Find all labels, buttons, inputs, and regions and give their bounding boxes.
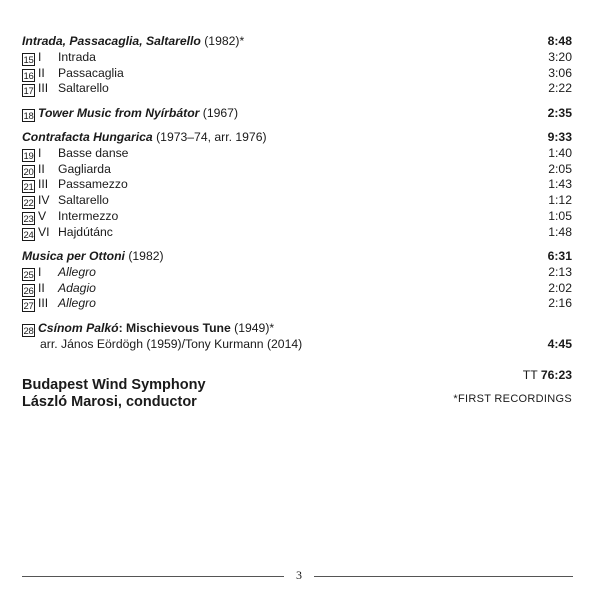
movement-name: Saltarello <box>58 193 109 208</box>
track-number-box: 18 <box>23 110 34 122</box>
movement-numeral: IV <box>38 193 50 208</box>
track-number-box: 22 <box>23 198 34 210</box>
movement-row <box>22 281 572 297</box>
work-title: Intrada, Passacaglia, Saltarello <box>22 34 201 48</box>
movement-duration: 2:02 <box>548 280 572 295</box>
total-label: TT <box>522 368 541 382</box>
track-number-box: 20 <box>23 166 34 178</box>
work-year: (1967) <box>199 105 239 120</box>
track-number-box: 23 <box>23 213 34 225</box>
track-number-box: 16 <box>23 70 34 82</box>
work-year: (1982)* <box>200 34 245 48</box>
movement-numeral: I <box>38 49 42 64</box>
movement-numeral: III <box>38 177 49 192</box>
movement-row <box>22 66 572 82</box>
total-time <box>523 368 572 382</box>
movement-name: Intrada <box>58 49 96 64</box>
movement-name: Hajdútánc <box>58 224 113 239</box>
work-title-italic: Csínom Palkó <box>38 320 119 335</box>
movement-name: Intermezzo <box>58 208 119 223</box>
first-recordings-note: *FIRST RECORDINGS <box>453 393 572 405</box>
track-number-box: 27 <box>23 301 34 313</box>
movement-row <box>22 146 572 162</box>
page-number: 3 <box>296 568 302 582</box>
work-heading <box>22 106 572 122</box>
movement-name: Adagio <box>58 280 96 295</box>
movement-duration: 2:22 <box>548 81 572 96</box>
footer-rule-right <box>314 576 573 577</box>
movement-row <box>22 209 572 225</box>
movement-numeral: V <box>38 208 47 223</box>
arrangement-credit: arr. János Eördögh (1959)/Tony Kurmann (2014) <box>40 336 303 351</box>
movement-duration: 1:05 <box>548 208 572 223</box>
movement-row <box>22 162 572 178</box>
footer-rule-left <box>22 576 284 577</box>
movement-duration: 2:05 <box>548 161 572 176</box>
work-heading <box>22 321 572 337</box>
performer-name: Budapest Wind Symphony <box>22 377 206 393</box>
movement-duration: 2:16 <box>548 296 572 311</box>
total-value: 76:23 <box>540 368 572 382</box>
movement-duration: 2:13 <box>548 264 572 279</box>
work-duration: 8:48 <box>547 34 572 48</box>
track-number-box: 21 <box>23 182 34 194</box>
work-title: Musica per Ottoni <box>22 249 125 264</box>
movement-duration: 1:43 <box>548 177 572 192</box>
work-title-rest: : Mischievous Tune <box>118 320 231 335</box>
movement-row <box>22 81 572 97</box>
movement-row <box>22 193 572 209</box>
track-number-box: 19 <box>23 150 34 162</box>
movement-numeral: I <box>38 145 42 160</box>
work-title: Tower Music from Nyírbátor <box>38 105 200 120</box>
movement-name: Allegro <box>58 264 96 279</box>
work-heading <box>22 249 572 265</box>
track-listing <box>22 34 572 352</box>
movement-row <box>22 50 572 66</box>
movement-duration: 1:40 <box>548 145 572 160</box>
track-number-box: 17 <box>23 86 34 98</box>
work-title: Contrafacta Hungarica <box>22 129 153 144</box>
movement-duration: 3:06 <box>548 65 572 80</box>
track-number-box: 15 <box>23 54 34 66</box>
movement-name: Passacaglia <box>58 65 124 80</box>
performer-credits <box>22 377 206 411</box>
arrangement-row <box>22 337 572 353</box>
work-duration: 4:45 <box>547 336 572 351</box>
movement-duration: 1:12 <box>548 193 572 208</box>
movement-name: Allegro <box>58 296 96 311</box>
work-duration: 9:33 <box>547 129 572 144</box>
work-duration: 2:35 <box>547 105 572 120</box>
movement-numeral: I <box>38 264 42 279</box>
movement-name: Gagliarda <box>58 161 111 176</box>
movement-numeral: II <box>38 65 45 80</box>
movement-row <box>22 296 572 312</box>
movement-numeral: VI <box>38 224 50 239</box>
movement-numeral: III <box>38 296 49 311</box>
track-number-box: 24 <box>23 229 34 241</box>
work-heading <box>22 34 572 50</box>
movement-row <box>22 225 572 241</box>
track-number-box: 28 <box>23 325 34 337</box>
conductor-name: László Marosi, conductor <box>22 394 197 410</box>
work-year: (1982) <box>124 249 164 264</box>
movement-numeral: II <box>38 161 45 176</box>
movement-row <box>22 265 572 281</box>
work-year: (1949)* <box>230 320 275 335</box>
movement-duration: 1:48 <box>548 224 572 239</box>
movement-name: Saltarello <box>58 81 109 96</box>
work-heading <box>22 130 572 146</box>
movement-numeral: III <box>38 81 49 96</box>
movement-row <box>22 177 572 193</box>
movement-name: Basse danse <box>58 145 129 160</box>
track-number-box: 25 <box>23 269 34 281</box>
movement-numeral: II <box>38 280 45 295</box>
work-year: (1973–74, arr. 1976) <box>152 129 267 144</box>
track-number-box: 26 <box>23 285 34 297</box>
movement-duration: 3:20 <box>548 49 572 64</box>
work-duration: 6:31 <box>547 249 572 264</box>
movement-name: Passamezzo <box>58 177 128 192</box>
